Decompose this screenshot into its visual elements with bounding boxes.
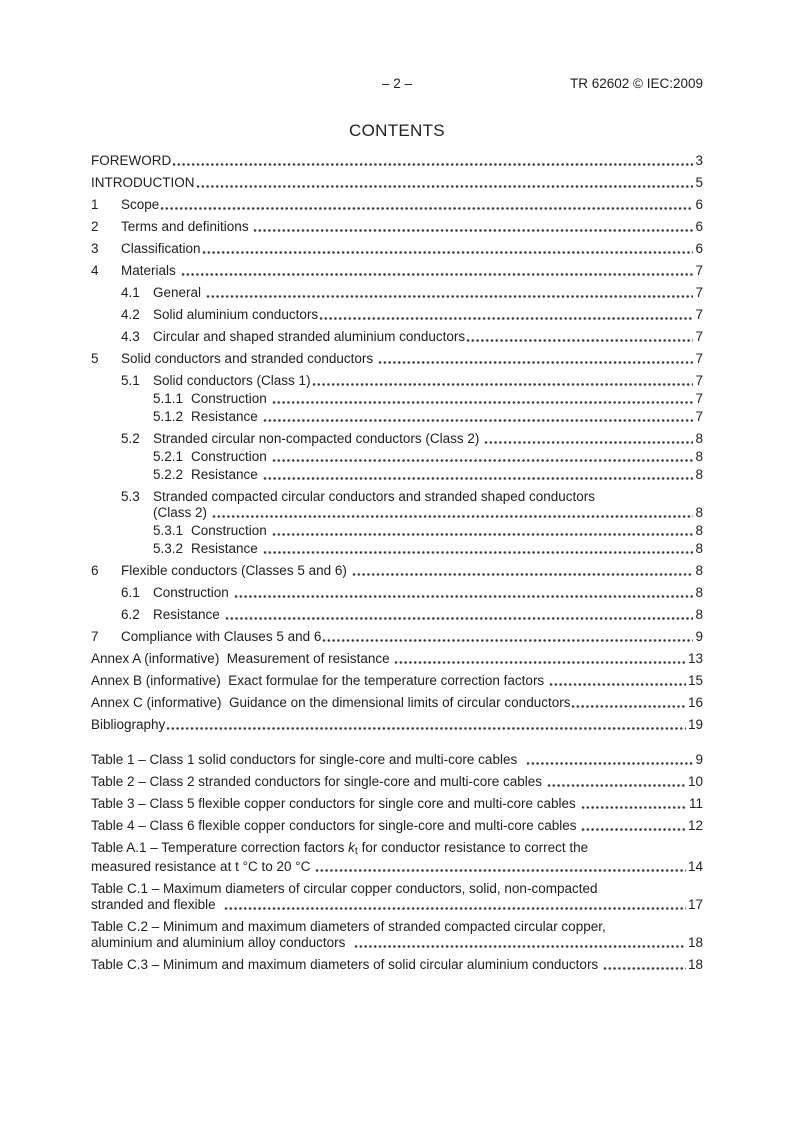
page-ref: 5 [695,175,703,190]
toc-entry [91,629,703,645]
dot-leader [484,440,693,445]
page-ref: 3 [695,153,703,168]
entry-title-fragment: t [354,845,358,857]
toc-entry [91,285,703,301]
dot-leader [272,400,694,405]
page-ref: 7 [695,373,703,388]
entry-number: 5.3 [121,489,140,504]
table-list-entry [91,957,703,973]
entry-title: Classification [121,241,201,256]
entry-title: Stranded compacted circular conductors and stranded shaped conductors [153,489,596,504]
page-number: – 2 – [381,76,413,91]
entry-number: 5.1.1 [153,391,184,406]
toc-entry [91,373,703,389]
entry-title: stranded and flexible [91,897,224,912]
entry-number: 4.3 [121,329,140,344]
document-reference: TR 62602 © IEC:2009 [569,76,703,91]
page-ref: 15 [687,673,703,688]
toc-entry [91,153,703,169]
toc-entry [91,263,703,279]
table-list-entry [91,818,703,834]
entry-title: Table 4 – Class 6 flexible copper conductors for single-core and multi-core cables [91,818,581,833]
dot-leader [272,458,694,463]
page-ref: 8 [695,541,703,556]
entry-title: aluminium and aluminium alloy conductors [91,935,353,950]
page-ref: 6 [695,219,703,234]
entry-title: Table 3 – Class 5 flexible copper conductors for single core and multi-core cables [91,796,580,811]
entry-title: Annex A (informative) Measurement of resistance [91,651,394,666]
entry-number: 6.2 [121,607,140,622]
toc-entry [91,391,703,407]
entry-number: 6 [91,563,99,578]
dot-leader [312,382,694,387]
page-header [91,76,703,93]
table-list-entry [91,881,703,897]
toc-entry [91,585,703,601]
entry-title: Solid conductors and stranded conductors [121,351,377,366]
dot-leader [547,783,686,788]
entry-number: 1 [91,197,99,212]
page-ref: 7 [695,285,703,300]
dot-leader [322,638,693,643]
entry-number: 5.2 [121,431,140,446]
page-ref: 19 [687,717,703,732]
page-ref: 8 [695,467,703,482]
list-of-tables [91,752,703,973]
page-ref: 6 [695,241,703,256]
dot-leader [225,616,694,621]
page-ref: 8 [695,505,703,520]
entry-title [91,840,588,859]
toc-entry [91,175,703,191]
entry-title: Construction [191,391,271,406]
dot-leader [352,572,694,577]
page-ref: 6 [695,197,703,212]
page-ref: 7 [695,409,703,424]
entry-title: Resistance [191,467,262,482]
table-list-entry [91,840,703,859]
toc-entry [91,467,703,483]
entry-number: 7 [91,629,99,644]
entry-title: Resistance [191,541,262,556]
page-ref: 8 [695,523,703,538]
page-ref: 14 [687,859,703,874]
dot-leader [466,338,693,343]
dot-leader [172,162,693,167]
entry-title: INTRODUCTION [91,175,195,190]
page-ref: 8 [695,431,703,446]
entry-title: Construction [191,449,271,464]
page-ref: 7 [695,329,703,344]
page-ref: 11 [688,796,703,811]
toc-entry [91,329,703,345]
entry-number: 4.2 [121,307,140,322]
entry-title: (Class 2) [153,505,211,520]
page-ref: 8 [695,585,703,600]
toc-entry [91,351,703,367]
table-list-entry-continuation [91,859,703,875]
entry-title: Resistance [153,607,224,622]
entry-title: Table 2 – Class 2 stranded conductors for single-core and multi-core cables [91,774,546,789]
entry-number: 5.2.2 [153,467,184,482]
entry-title-fragment: Table A.1 – Temperature correction factors [91,840,349,855]
page-ref: 9 [695,629,703,644]
dot-leader [234,594,694,599]
table-list-entry-continuation [91,935,703,951]
entry-title: Flexible conductors (Classes 5 and 6) [121,563,351,578]
toc-entry [91,219,703,235]
dot-leader [166,726,686,731]
page-ref: 16 [687,695,703,710]
entry-title: Compliance with Clauses 5 and 6 [121,629,322,644]
entry-number: 5.3.2 [153,541,184,556]
dot-leader [263,550,694,555]
dot-leader [354,944,686,949]
entry-number: 2 [91,219,99,234]
dot-leader [272,532,694,537]
toc-entry [91,541,703,557]
toc-entry [91,197,703,213]
page-ref: 7 [695,391,703,406]
toc-entry [91,241,703,257]
entry-number: 5.1.2 [153,409,184,424]
entry-title: Solid aluminium conductors [153,307,319,322]
entry-title: Materials [121,263,180,278]
page-ref: 17 [687,897,703,912]
page-ref: 9 [695,752,703,767]
dot-leader [319,316,693,321]
entry-title: Table 1 – Class 1 solid conductors for single-core and multi-core cables [91,752,525,767]
page-ref: 8 [695,607,703,622]
toc-entry [91,695,703,711]
toc-entry [91,307,703,323]
entry-title: Construction [153,585,233,600]
dot-leader [315,868,686,873]
page-ref: 13 [687,651,703,666]
dot-leader [160,206,693,211]
entry-number: 5.2.1 [153,449,184,464]
dot-leader [394,660,686,665]
entry-title: Scope [121,197,160,212]
entry-title-fragment: k [348,840,355,855]
entry-title: Stranded circular non-compacted conductors (Class 2) [153,431,484,446]
entry-title: Terms and definitions [121,219,253,234]
page-ref: 10 [687,774,703,789]
entry-number: 3 [91,241,99,256]
page-ref: 18 [687,935,703,950]
toc-entry [91,717,703,733]
entry-title-fragment: for conductor resistance to correct the [357,840,589,855]
table-list-entry [91,919,703,935]
table-list-entry [91,752,703,768]
dot-leader [196,184,694,189]
entry-title: Circular and shaped stranded aluminium conductors [153,329,466,344]
page-ref: 8 [695,449,703,464]
toc-entry [91,431,703,447]
dot-leader [181,272,694,277]
entry-number: 6.1 [121,585,140,600]
dot-leader [212,514,694,519]
dot-leader [263,476,694,481]
entry-number: 5.3.1 [153,523,184,538]
page-ref: 8 [695,563,703,578]
entry-title: Resistance [191,409,262,424]
toc-entry-continuation [91,505,703,521]
dot-leader [206,294,694,299]
entry-title: Construction [191,523,271,538]
entry-title: Table C.1 – Maximum diameters of circular copper conductors, solid, non-compacted [91,881,598,896]
table-list-entry [91,774,703,790]
dot-leader [263,418,694,423]
toc-entry [91,563,703,579]
dot-leader [581,805,687,810]
entry-number: 5.1 [121,373,140,388]
contents-heading: CONTENTS [349,121,445,140]
page-ref: 12 [687,818,703,833]
entry-number: 4 [91,263,99,278]
entry-title: Bibliography [91,717,166,732]
entry-title: Solid conductors (Class 1) [153,373,311,388]
dot-leader [253,228,693,233]
toc-entry [91,651,703,667]
dot-leader [571,704,686,709]
entry-title: General [153,285,205,300]
toc-entry [91,489,703,505]
table-list-entry-continuation [91,897,703,913]
page-ref: 7 [695,351,703,366]
page-ref: 7 [695,263,703,278]
dot-leader [549,682,686,687]
toc-entry [91,523,703,539]
toc-entry [91,673,703,689]
toc-entry [91,607,703,623]
entry-number: 5 [91,351,99,366]
toc-entry [91,449,703,465]
page-ref: 7 [695,307,703,322]
dot-leader [603,966,686,971]
dot-leader [378,360,694,365]
entry-title: FOREWORD [91,153,172,168]
table-list-entry [91,796,703,812]
toc-entry [91,409,703,425]
dot-leader [202,250,694,255]
entry-title: Annex B (informative) Exact formulae for the temperature correction factors [91,673,548,688]
entry-title: Annex C (informative) Guidance on the dimensional limits of circular conductors [91,695,571,710]
table-of-contents-list [91,153,703,733]
dot-leader [581,827,686,832]
entry-title: measured resistance at t °C to 20 °C [91,859,315,874]
entry-title: Table C.2 – Minimum and maximum diameters of stranded compacted circular copper, [91,919,606,934]
dot-leader [224,906,686,911]
entry-title: Table C.3 – Minimum and maximum diameters of solid circular aluminium conductors [91,957,602,972]
entry-number: 4.1 [121,285,140,300]
dot-leader [526,761,694,766]
page-ref: 18 [687,957,703,972]
